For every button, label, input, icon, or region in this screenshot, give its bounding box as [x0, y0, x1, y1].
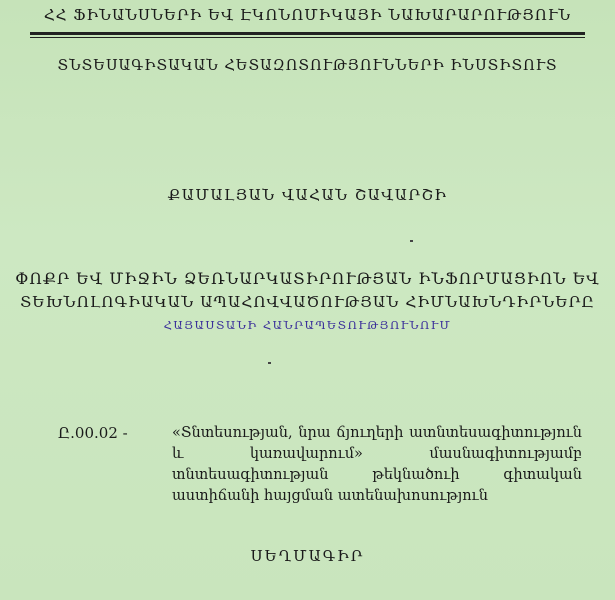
header-rule-thin: [30, 37, 585, 38]
specialty-code: Ը.00.02 -: [58, 424, 128, 442]
scan-speck: [410, 240, 413, 242]
specialty-description: «Տնտեսության, նրա ճյուղերի ատնտեսագիտություն և կառավարում» մասնագիտությամբ տնտեսագիտության թեկնածուի գիտական աստիճանի հայցման ատենախոսություն: [172, 425, 582, 504]
title-line-2: ՏԵԽՆՈԼՈԳԻԱԿԱՆ ԱՊԱՀՈՎՎԱԾՈՒԹՅԱՆ ՀԻՄՆԱԽՆԴԻՐՆԵՐԸ: [20, 293, 595, 311]
institute-heading: ՏՆՏԵՍԱԳԻՏԱԿԱՆ ՀԵՏԱԶՈՏՈՒԹՅՈՒՆՆԵՐԻ ԻՆՍՏԻՏՈՒՏ: [57, 58, 558, 74]
header-rule-thick: [30, 32, 585, 35]
author-name: ՔԱՄԱԼՅԱՆ ՎԱՀԱՆ ՇԱՎԱՐՇԻ: [167, 186, 448, 204]
title-line-3: ՀԱՅԱՍՏԱՆԻ ՀԱՆՐԱՊԵՏՈՒԹՅՈՒՆՈՒՄ: [163, 318, 452, 332]
ministry-heading: ՀՀ ՖԻՆԱՆՍՆԵՐԻ ԵՎ ԷԿՈՆՈՄԻԿԱՅԻ ՆԱԽԱՐԱՐՈՒԹՅՈՒՆ: [43, 6, 572, 24]
scan-speck: [268, 362, 271, 364]
title-line-1: ՓՈՔՐ ԵՎ ՄԻՋԻՆ ՁԵՌՆԱՐԿԱՏԻՐՈՒԹՅԱՆ ԻՆՖՈՐՄԱՑԻՈՆ ԵՎ: [15, 270, 600, 288]
document-type: ՍԵՂՄԱԳԻՐ: [250, 547, 365, 565]
